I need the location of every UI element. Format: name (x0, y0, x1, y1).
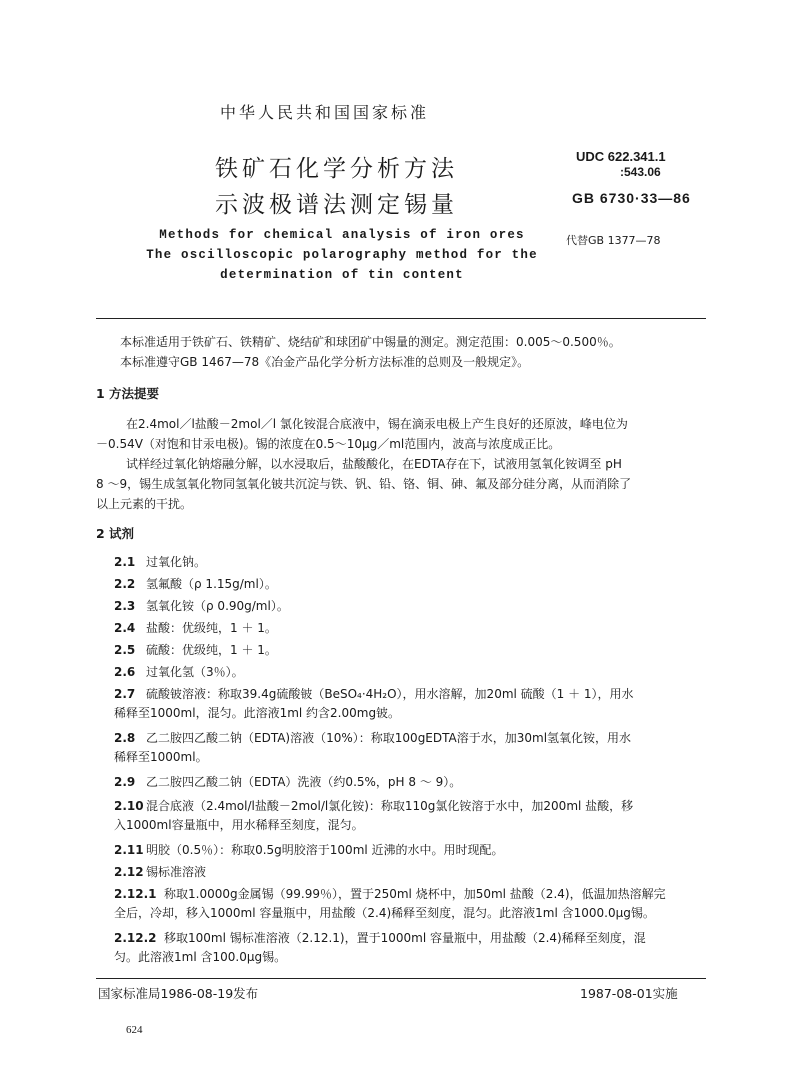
reagent-item: 2.2 氢氟酸（ρ 1.15g/ml）。 (114, 577, 277, 591)
reagent-item-continuation: 稀释至1000ml。 (114, 750, 208, 764)
footer-divider (96, 978, 706, 979)
reagent-item: 2.11 明胶（0.5％）：称取0.5g明胶溶于100ml 近沸的水中。用时现配。 (114, 843, 504, 857)
title-cn-line1: 铁矿石化学分析方法 (215, 156, 458, 182)
reagent-item: 2.3 氢氧化铵（ρ 0.90g/ml）。 (114, 599, 289, 613)
title-cn-line2: 示波极谱法测定锡量 (215, 192, 458, 218)
gb-number: GB 6730·33—86 (572, 190, 691, 206)
reagent-item: 2.12.2 移取100ml 锡标准溶液（2.12.1)，置于1000ml 容量瓶中，用盐酸（2.4)稀释至刻度，混 (114, 931, 646, 945)
replaces-standard: 代替GB 1377—78 (566, 234, 661, 247)
reagent-item: 2.1 过氧化钠。 (114, 555, 207, 569)
issued-date: 国家标准局1986-08-19发布 (98, 986, 259, 1001)
reagent-item-continuation: 匀。此溶液1ml 含100.0μg锡。 (114, 950, 287, 964)
title-en-line1: Methods for chemical analysis of iron ores (159, 228, 525, 242)
reagent-item: 2.6 过氧化氢（3％）。 (114, 665, 244, 679)
reagent-item-continuation: 全后，冷却，移入1000ml 容量瓶中，用盐酸（2.4)稀释至刻度，混匀。此溶液1ml 含1000.0μg锡。 (114, 906, 655, 920)
country-standard-heading: 中华人民共和国国家标准 (220, 103, 430, 122)
title-en-line3: determination of tin content (220, 268, 464, 282)
section-1-p1-line1: 在2.4mol／l盐酸－2mol／l 氯化铵混合底液中，锡在滴汞电极上产生良好的还原波，峰电位为 (126, 417, 628, 431)
reagent-item: 2.7 硫酸铍溶液：称取39.4g硫酸铍（BeSO₄·4H₂O），用水溶解，加20ml 硫酸（1 ＋ 1），用水 (114, 687, 634, 701)
reagent-item: 2.9 乙二胺四乙酸二钠（EDTA）洗液（约0.5%，pH 8 ～ 9）。 (114, 775, 462, 789)
intro-line1: 本标准适用于铁矿石、铁精矿、烧结矿和球团矿中锡量的测定。测定范围：0.005～0.500％。 (120, 335, 621, 349)
reagent-item: 2.10 混合底液（2.4mol/l盐酸－2mol/l氯化铵)：称取110g氯化铵溶于水中，加200ml 盐酸，移 (114, 799, 634, 813)
header-divider (96, 318, 706, 319)
section-2-heading: 2 试剂 (96, 526, 135, 541)
reagent-item: 2.12 锡标准溶液 (114, 865, 207, 879)
section-1-p2-line3: 以上元素的干扰。 (96, 497, 193, 511)
intro-line2: 本标准遵守GB 1467—78《冶金产品化学分析方法标准的总则及一般规定》。 (120, 355, 530, 369)
reagent-item: 2.5 硫酸：优级纯，1 ＋ 1。 (114, 643, 277, 657)
reagent-item: 2.4 盐酸：优级纯，1 ＋ 1。 (114, 621, 277, 635)
section-1-p2-line2: 8 ～9，锡生成氢氧化物同氢氧化铍共沉淀与铁、钒、铅、铬、铜、砷、氟及部分硅分离，从而消除了 (96, 477, 632, 491)
udc-code: UDC 622.341.1 (576, 149, 666, 164)
reagent-item: 2.12.1 称取1.0000g金属锡（99.99％），置于250ml 烧杯中，加50ml 盐酸（2.4)，低温加热溶解完 (114, 887, 666, 901)
section-1-p1-line2: －0.54V（对饱和甘汞电极)。锡的浓度在0.5～10μg／ml范围内，波高与浓度成正比。 (96, 437, 561, 451)
reagent-item-continuation: 入1000ml容量瓶中，用水稀释至刻度，混匀。 (114, 818, 364, 832)
section-1-p2-line1: 试样经过氧化钠熔融分解，以水浸取后，盐酸酸化，在EDTA存在下，试液用氢氧化铵调至 pH (126, 457, 622, 471)
title-en-line2: The oscilloscopic polarography method for the (146, 248, 538, 262)
reagent-item: 2.8 乙二胺四乙酸二钠（EDTA)溶液（10%）：称取100gEDTA溶于水，加30ml氢氧化铵，用水 (114, 731, 632, 745)
udc-code-sub: :543.06 (620, 165, 661, 179)
reagent-item-continuation: 稀释至1000ml，混匀。此溶液1ml 约含2.00mg铍。 (114, 706, 401, 720)
effective-date: 1987-08-01实施 (580, 986, 678, 1001)
section-1-heading: 1 方法提要 (96, 386, 160, 401)
page-number: 624 (126, 1024, 143, 1036)
